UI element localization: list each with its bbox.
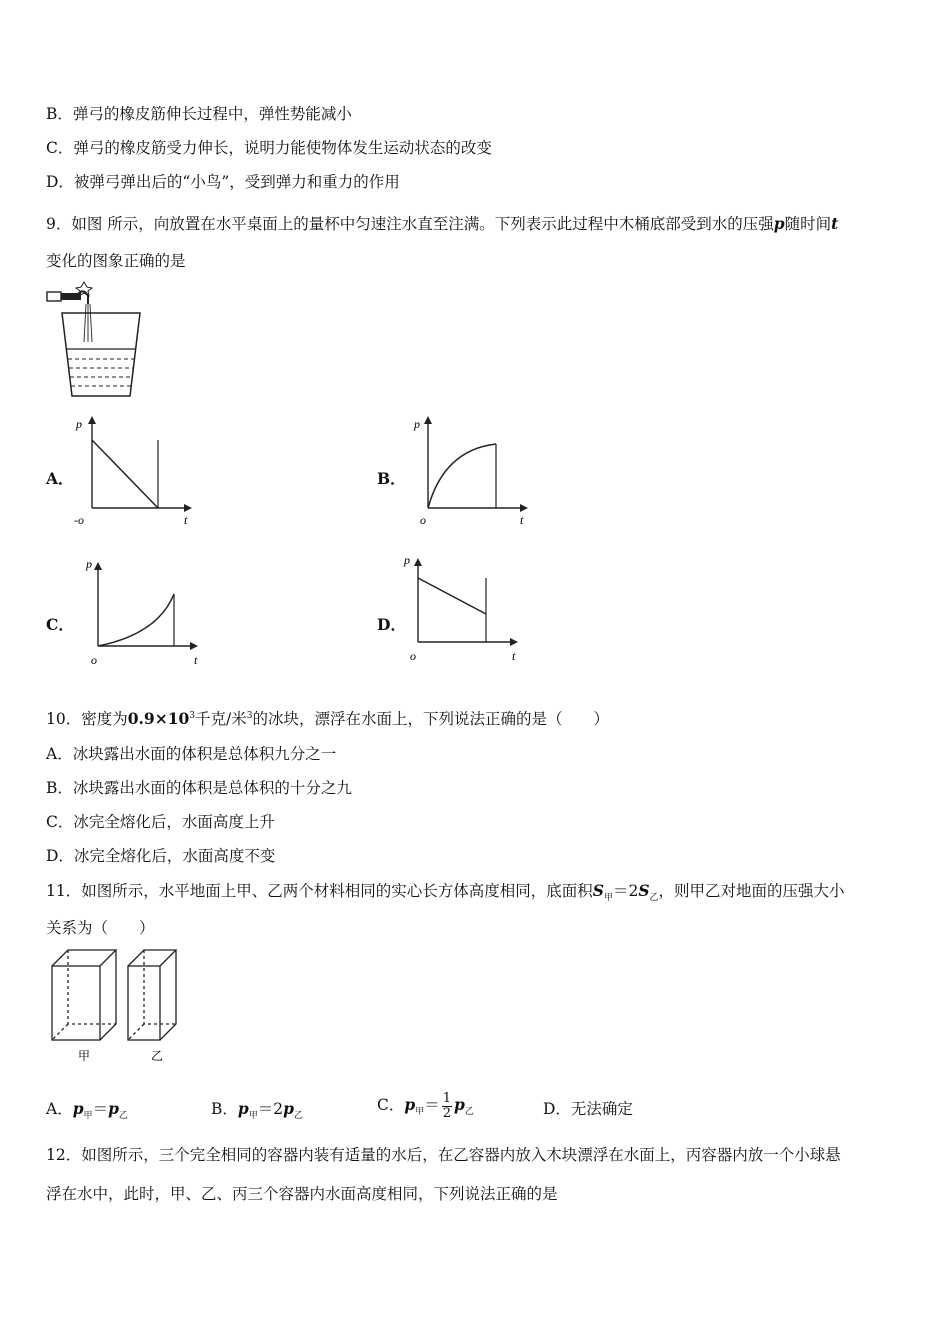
q11-c-frac-den: 2 — [442, 1105, 452, 1121]
cuboid-jia-label: 甲 — [78, 1049, 91, 1063]
q11-a-p1: p — [72, 1099, 84, 1118]
q10-unit-exp: 3 — [246, 710, 253, 721]
graph-b-x-label: t — [520, 513, 524, 527]
graph-d-x-label: t — [512, 649, 516, 663]
graph-a — [72, 410, 202, 532]
q11-option-b-label: B． — [211, 1100, 238, 1118]
q11-var-s2: S — [638, 881, 650, 900]
q12-stem-line1: 12．如图所示，三个完全相同的容器内装有适量的水后，在乙容器内放入木块漂浮在水面上，丙容器内放一个小球悬 — [46, 1146, 841, 1164]
q9-stem-line2: 变化的图象正确的是 — [46, 252, 186, 270]
q11-c-fraction — [442, 1092, 452, 1121]
q9-var-p: p — [773, 214, 785, 233]
q9-label-a: A． — [46, 469, 74, 488]
q11-b-two: 2 — [273, 1100, 284, 1118]
measuring-cup — [62, 313, 140, 396]
graph-c-curve — [98, 594, 174, 646]
q10-density: 0.9×10 — [127, 709, 190, 728]
graph-b-curve — [428, 444, 496, 508]
graph-b-y-label: p — [414, 417, 420, 431]
q11-c-p1: p — [404, 1095, 416, 1114]
cuboid-yi — [128, 950, 176, 1040]
q11-sub-jia: 甲 — [603, 893, 613, 904]
q11-a-sub2: 乙 — [118, 1111, 128, 1122]
q11-option-c — [377, 1085, 474, 1132]
q10-option-d: D．冰完全熔化后，水面高度不变 — [46, 847, 276, 865]
q8-option-c: C．弹弓的橡皮筋受力伸长，说明力能使物体发生运动状态的改变 — [46, 139, 492, 157]
q10-stem — [46, 707, 609, 729]
graph-c-x-label: t — [194, 653, 198, 667]
q11-c-p2: p — [454, 1095, 465, 1114]
q11-option-a — [46, 1097, 128, 1121]
q11-b-sub1: 甲 — [248, 1111, 258, 1122]
graph-a-origin: -o — [74, 513, 84, 527]
water-stream — [84, 304, 92, 342]
q9-var-t: t — [831, 214, 839, 233]
graph-d-origin: o — [410, 649, 416, 663]
q11-c-frac-num: 1 — [442, 1090, 452, 1106]
q12-stem-line2: 浮在水中，此时，甲、乙、丙三个容器内水面高度相同，下列说法正确的是 — [46, 1185, 558, 1203]
q11-b-p2: p — [283, 1099, 294, 1118]
q11-stem-line1 — [46, 879, 845, 903]
graph-b-origin: o — [420, 513, 426, 527]
graph-a-y-label: p — [76, 417, 82, 431]
q10-stem-b: 千克/米 — [195, 710, 247, 728]
q8-option-d: D．被弹弓弹出后的“小鸟”，受到弹力和重力的作用 — [46, 173, 400, 191]
cuboid-jia — [52, 950, 116, 1040]
q11-option-d: D．无法确定 — [543, 1100, 633, 1118]
q11-stem-a: 11．如图所示，水平地面上甲、乙两个材料相同的实心长方体高度相同，底面积 — [46, 882, 593, 900]
q11-option-c-label: C． — [377, 1096, 405, 1114]
graph-a-x-label: t — [184, 513, 188, 527]
q11-a-p2: p — [108, 1099, 119, 1118]
q10-stem-a: 10．密度为 — [46, 710, 128, 728]
faucet-body-icon — [61, 293, 81, 300]
graph-c-y-label: p — [86, 557, 92, 571]
q11-stem-b: ，则甲乙对地面的压强大小 — [658, 882, 845, 900]
graph-d-line — [418, 578, 486, 614]
q9-label-b: B． — [377, 469, 406, 488]
q10-option-a: A．冰块露出水面的体积是总体积九分之一 — [46, 745, 337, 763]
q11-var-s1: S — [592, 881, 604, 900]
q11-b-eq: ＝ — [257, 1100, 274, 1118]
cuboids-figure — [48, 946, 188, 1066]
graph-c-origin: o — [91, 653, 97, 667]
q9-stem-line1 — [46, 212, 838, 234]
q9-label-c: C． — [46, 615, 74, 634]
q11-a-eq: ＝ — [92, 1100, 109, 1118]
q10-density-exp: 3 — [189, 710, 195, 721]
q9-stem-text-b: 随时间 — [784, 215, 832, 233]
q11-option-a-label: A． — [46, 1100, 73, 1118]
q11-c-eq: ＝ — [424, 1096, 440, 1114]
q11-b-sub2: 乙 — [293, 1111, 303, 1122]
q11-b-p1: p — [237, 1099, 249, 1118]
faucet-cup-figure — [44, 280, 144, 400]
graph-d-y-label: p — [404, 553, 410, 567]
graph-d — [398, 548, 528, 670]
cuboid-yi-label: 乙 — [151, 1049, 164, 1063]
q9-stem-text-a: 9．如图 所示，向放置在水平桌面上的量杯中匀速注水直至注满。下列表示此过程中木桶底部受到水的压强 — [46, 215, 774, 233]
q11-a-sub1: 甲 — [83, 1111, 93, 1122]
q10-option-b: B．冰块露出水面的体积是总体积的十分之九 — [46, 779, 352, 797]
q9-label-d: D． — [377, 615, 406, 634]
q11-sub-yi: 乙 — [649, 893, 659, 904]
q11-stem-line2: 关系为（ ） — [46, 919, 155, 937]
graph-b — [408, 410, 538, 532]
faucet-handle-icon — [47, 292, 61, 301]
q8-option-b: B．弹弓的橡皮筋伸长过程中，弹性势能减小 — [46, 105, 352, 123]
q10-stem-c: 的冰块，漂浮在水面上，下列说法正确的是（ ） — [252, 710, 609, 728]
graph-a-line — [92, 440, 158, 508]
q11-eq2: ＝2 — [612, 882, 639, 900]
graph-c — [78, 552, 208, 674]
q11-c-sub2: 乙 — [464, 1107, 474, 1118]
q11-option-b — [211, 1097, 303, 1121]
q11-c-sub1: 甲 — [415, 1107, 425, 1118]
q10-option-c: C．冰完全熔化后，水面高度上升 — [46, 813, 275, 831]
